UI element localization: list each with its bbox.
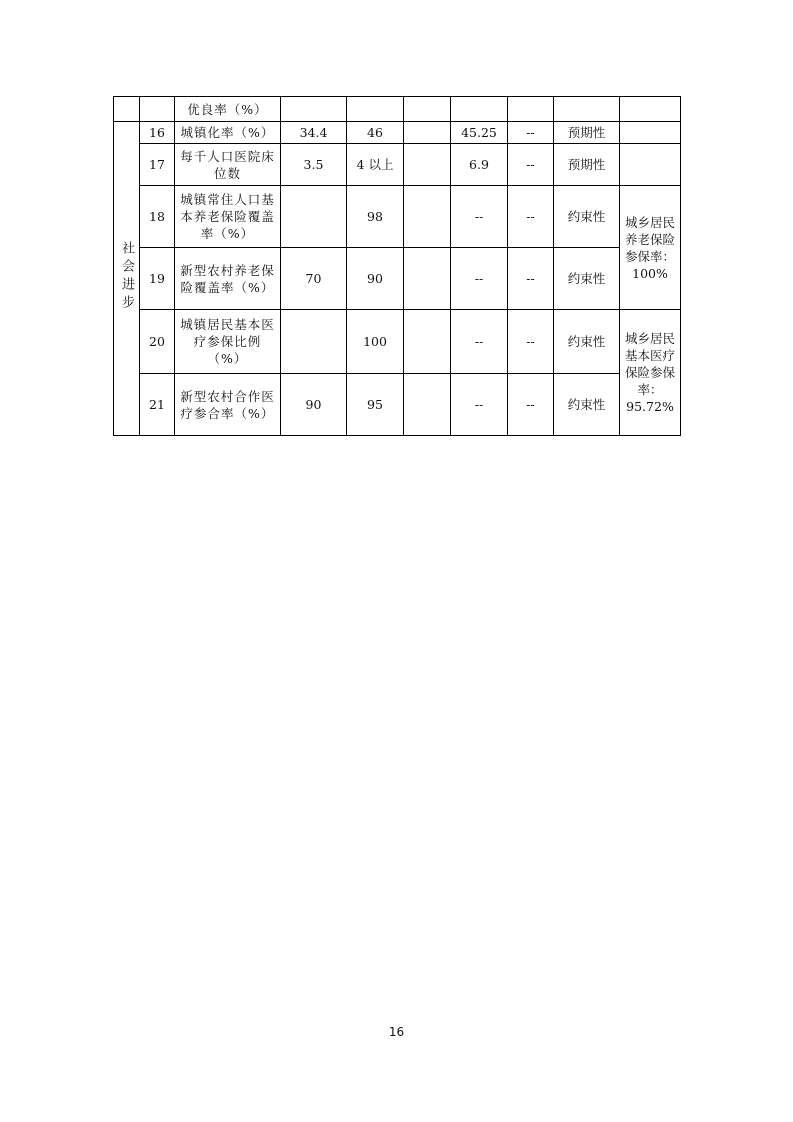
indicator-table [113,96,681,436]
table-row [114,310,681,374]
base-value [281,310,347,374]
row-number: 18 [140,186,175,248]
col-7-value: -- [508,186,554,248]
table-row [114,144,681,186]
target-value: 100 [347,310,404,374]
col-7-value: -- [508,374,554,436]
target-value: 98 [347,186,404,248]
indicator-name: 新型农村合作医疗参合率（%） [175,374,281,436]
col-7-value: -- [508,248,554,310]
row-number: 17 [140,144,175,186]
col-7-value: -- [508,122,554,144]
col-5-value [404,374,451,436]
col-5-value [404,122,451,144]
pension-note: 城乡居民养老保险参保率：100% [620,186,681,310]
col-5-value [404,186,451,248]
row-number: 20 [140,310,175,374]
col-5-value [404,248,451,310]
target-value: 4 以上 [347,144,404,186]
indicator-name: 新型农村养老保险覆盖率（%） [175,248,281,310]
base-value: 70 [281,248,347,310]
col-6-value: 45.25 [451,122,508,144]
table-row [114,122,681,144]
table-row [114,248,681,310]
row-number: 21 [140,374,175,436]
category-label: 社会进步 [119,240,134,313]
table-row [114,374,681,436]
col-7-value: -- [508,144,554,186]
table-row [114,97,681,122]
attribute-value: 约束性 [554,248,620,310]
col-6-value: -- [451,248,508,310]
row-number: 19 [140,248,175,310]
target-value: 46 [347,122,404,144]
indicator-name: 城镇化率（%） [175,122,281,144]
attribute-value: 预期性 [554,122,620,144]
col-5-value [404,310,451,374]
col-6-value: 6.9 [451,144,508,186]
row-number: 16 [140,122,175,144]
target-value: 95 [347,374,404,436]
col-7-value: -- [508,310,554,374]
attribute-value: 约束性 [554,310,620,374]
indicator-name: 城镇常住人口基本养老保险覆盖率（%） [175,186,281,248]
indicator-name: 城镇居民基本医疗参保比例（%） [175,310,281,374]
base-value: 90 [281,374,347,436]
base-value: 34.4 [281,122,347,144]
table-row [114,186,681,248]
indicator-name: 优良率（%） [175,97,281,122]
attribute-value: 约束性 [554,186,620,248]
category-cell [114,122,140,436]
base-value: 3.5 [281,144,347,186]
base-value [281,186,347,248]
col-6-value: -- [451,374,508,436]
target-value: 90 [347,248,404,310]
page-number: 16 [388,1025,405,1039]
col-6-value: -- [451,186,508,248]
attribute-value: 预期性 [554,144,620,186]
col-5-value [404,144,451,186]
attribute-value: 约束性 [554,374,620,436]
medical-note: 城乡居民基本医疗保险参保率：95.72% [620,310,681,436]
indicator-name: 每千人口医院床位数 [175,144,281,186]
col-6-value: -- [451,310,508,374]
